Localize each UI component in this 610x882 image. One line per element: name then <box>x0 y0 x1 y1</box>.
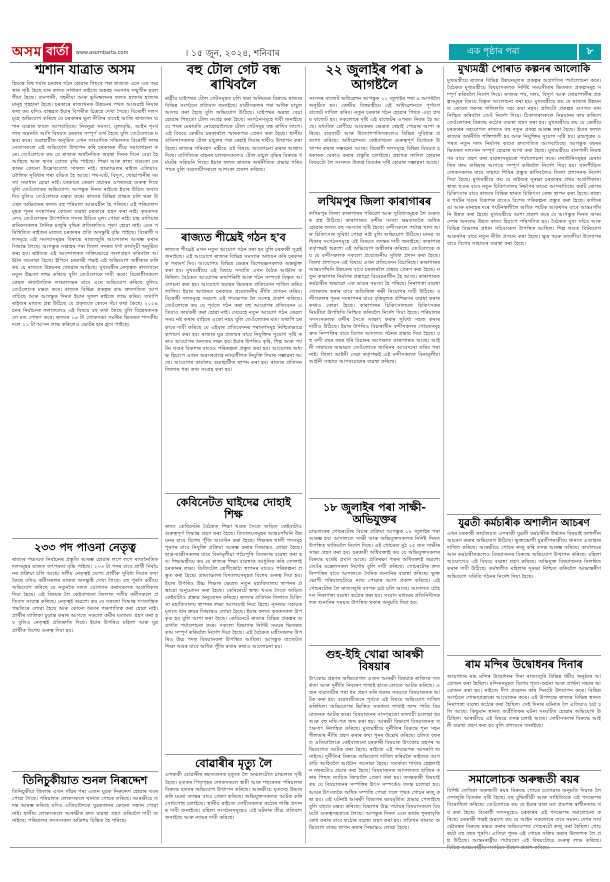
article-body: অযোধ্যাৰ ৰাম মন্দিৰ উদ্বোধনৰ দিনা ৰাজ্যজুৰি বিভিন্ন ধৰ্মীয় অনুষ্ঠান আয়োজন কৰা হৈছিল। মন্দিৰসমূহত বিশেষ পূজা-অৰ্চনা আৰু প্ৰাৰ্থনা সভাৰ আয়োজন কৰা হয়। ৰাইজে দীপ প্ৰজ্বলন কৰি দিনটো উদযাপন কৰে। বিভিন্ন সংগঠনে শোভাযাত্ৰাৰো আয়োজন কৰে। এই উপলক্ষে ৰাজ্যৰ বিভিন্ন স্থানত নিৰাপত্তা ব্যৱস্থা কঠোৰ কৰা হৈছিল। সেই দিনাৰ ঘটনাক লৈ এতিয়াও চৰ্চা চলি আছে। কিছুমান স্থানত অপ্ৰীতিকৰ ঘটনা সংঘটিত হোৱাৰ অভিযোগ উঠিছিল। আৰক্ষীয়ে এই বিষয়ে তদন্ত চলাই আছে। দোষীসকলৰ বিৰুদ্ধে আইনী ব্যৱস্থা গ্ৰহণ কৰা হব বুলি প্ৰশাসনে জনাইছে। <box>447 673 601 730</box>
page-tag: এক পৃষ্ঠাৰ পৰা <box>449 44 577 60</box>
article-headline: গুহ-ইহি খোৱা আৰক্ষী বিষয়াৰ <box>325 647 424 674</box>
article-divider <box>165 228 302 229</box>
article-headline: ৰাজ্যত শীঘ্ৰেই গঠন হ'ব <box>181 230 286 244</box>
article-divider <box>12 771 158 772</box>
article-headline: লখিমপুৰ জিলা কাৰাগাৰৰ <box>317 194 432 208</box>
article-headline: ৰাম মন্দিৰ উদ্বোধনৰ দিনাৰ <box>465 658 583 671</box>
column-2 <box>165 64 302 846</box>
footer-rule <box>10 847 602 860</box>
article-headline: শ্মশান যাত্ৰাত অসম <box>35 63 135 78</box>
article-body: চাঞ্চল্যকৰ গোচৰটোৰ বিচাৰ প্ৰক্ৰিয়া আগন্তুক ১৮ জুলাইৰ পৰা আৰম্ভ হব। আদালতে সাক্ষী আৰু অভিযুক্তসকলক নিৰ্দিষ্ট দিনত উপস্থিত থাকিবলৈ নিৰ্দেশ দিছে। এই গোচৰত মুঠ ২৫ জন সাক্ষীৰ সাক্ষ্য গ্ৰহণ কৰা হব। চৰকাৰী অধিবক্তাই কয় যে অভিযুক্তসকলৰ বিৰুদ্ধে যথেষ্ট প্ৰমাণ আছে। প্ৰতিৰক্ষা পক্ষৰ অধিবক্তাই অৱশ্যে তেওঁৰ মক্কেলসকল নিৰ্দোষ বুলি দাবী কৰিছে। গোচৰটোৰ দ্ৰুত নিষ্পত্তিৰ বাবে আদালতে দৈনিক শুনানিৰ ব্যৱস্থা কৰিছে। ভুক্তভোগী পৰিয়ালটোৱে ন্যায় পোৱাৰ আশা প্ৰকাশ কৰিছে। এই গোচৰটোক লৈ ৰাজ্যজুৰি ব্যাপক চৰ্চা চলি আছে। আদালত চৌহদত নিৰাপত্তা ব্যৱস্থা কঠোৰ কৰা হব। সংবাদ মাধ্যমৰ প্ৰতিনিধিসকলক শুনানিৰ সময়ত উপস্থিত থকাৰ অনুমতি দিয়া হব। <box>309 528 441 606</box>
article-headline: কেবিনেটত ঘাইদেৱ দোহাই শিক্ষ <box>176 495 291 522</box>
website-url: www.asombarta.com <box>75 50 129 56</box>
article-body: মুখ্যমন্ত্ৰীয়ে ৰাজ্যৰ বিভিন্ন উন্নয়নমূলক প্ৰকল্পৰ অগ্ৰগতিৰ পৰ্যালোচনা কৰে। বৈঠকত মুখ্যমন্ত্ৰীয়ে বিষয়াসকলক নিৰ্দিষ্ট সময়সীমাৰ ভিতৰত প্ৰকল্পসমূহ সম্পূৰ্ণ কৰিবলৈ নিৰ্দেশ দিয়ে। ৰাজ্যৰ পথ, দলং, বিদ্যুৎ আৰু খোৱাপানীৰ প্ৰকল্পসমূহৰ বিষয়ে বিস্তৃত আলোচনা কৰা হয়। মুখ্যমন্ত্ৰীয়ে কয় যে ৰাজ্যৰ উন্নয়নত কোনো ধৰণৰ গাফিলতি সহ্য কৰা নহব। প্ৰতিটো প্ৰকল্পৰ গুণগত মান নিশ্চিত কৰিবলৈ তেওঁ নিৰ্দেশ দিয়ে। ঠিকাদাৰসকলে নিম্নমানৰ কাম কৰিলে তেওঁলোকৰ বিৰুদ্ধে কঠোৰ ব্যৱস্থা গ্ৰহণ কৰা হব। মুখ্যমন্ত্ৰীয়ে কয় যে কেন্দ্ৰীয় চৰকাৰৰ সহযোগত ৰাজ্যত বহু নতুন প্ৰকল্প আৰম্ভ কৰা হৈছে। ইয়াৰ ফলত ৰাজ্যৰ অৰ্থনীতি শক্তিশালী হব আৰু নিযুক্তিৰ সুযোগ সৃষ্টি হব। ব্ৰহ্মপুত্ৰৰ ওপৰত নতুন দলং নিৰ্মাণৰ কামো দ্ৰুতগতিত আগবাঢ়িছে। আগন্তুক বছৰৰ ভিতৰত দলংখন সম্পূৰ্ণ হোৱাৰ আশা কৰা হৈছে। মুখ্যমন্ত্ৰীয়ে বানপানী নিয়ন্ত্ৰণৰ বাবে গ্ৰহণ কৰা ব্যৱস্থাসমূহৰো পৰ্যালোচনা কৰে। মথাউৰিসমূহৰ মেৰামতিৰ কাম বাৰিষাৰ আগতে সম্পূৰ্ণ কৰিবলৈ নিৰ্দেশ দিয়া হয়। বানপীড়িত লোকসকলৰ বাবে সাহায্য শিবিৰ প্ৰস্তুত ৰাখিবলৈও জিলা প্ৰশাসনক নিৰ্দেশ দিয়া হৈছে। মুখ্যমন্ত্ৰীয়ে কয় যে ৰাইজৰ সুৰক্ষা চৰকাৰৰ প্ৰথম অগ্ৰাধিকাৰ। স্বাস্থ্য খণ্ডৰ বাবে নতুন চিকিৎসালয় নিৰ্মাণৰ কামো আগবাঢ়িছে। কৰ্কট ৰোগৰ চিকিৎসাৰ বাবে ৰাজ্যৰ বিভিন্ন স্থানত চিকিৎসা কেন্দ্ৰ স্থাপন কৰা হৈছে। ৰাজ্যৰ পৰ্যটন খণ্ডৰ বিকাশৰ বাবেও বিশেষ পৰিকল্পনা প্ৰস্তুত কৰা হৈছে। কাজিৰঙা আৰু মানাহৰ দৰে পৰ্যটনস্থলীলৈ অধিক পৰ্যটক আকৰ্ষণৰ বাবে আন্তঃগাঁথনি উন্নত কৰা হৈছে। মুখ্যমন্ত্ৰীয়ে আশা প্ৰকাশ কৰে যে আগন্তুক দিনত অসম দেশৰ অন্যতম উন্নত ৰাজ্য হিচাপে পৰিগণিত হব। বৈঠকত মুখ্য সচিব আৰু বিভিন্ন বিভাগৰ প্ৰধান সচিবসকল উপস্থিত আছিল। শিল্প খণ্ডত বিনিয়োগ আকৰ্ষণৰ বাবে নতুন নীতি প্ৰণয়ন কৰা হৈছে। ক্ষুদ্ৰ আৰু মজলীয়া উদ্যোগৰ বাবে বিশেষ সাহায্যৰ ব্যৱস্থা কৰা হৈছে। <box>447 77 601 247</box>
article-headline: বহু টোল গেট বন্ধ ৰাখিবলৈ <box>186 63 281 93</box>
article-divider <box>447 514 601 515</box>
masthead <box>0 0 610 62</box>
article-divider <box>309 192 440 193</box>
article-divider <box>309 498 440 499</box>
column-divider <box>305 66 306 844</box>
article-divider <box>12 538 158 539</box>
article-headline: ২২ জুলাইৰ পৰা ৯ আগষ্টলৈ <box>325 63 424 93</box>
article-body: বিশিষ্ট লেখিকা অৰুন্ধতী ৰয়ৰ বিৰুদ্ধে গোচৰ চলোৱাৰ অনুমতি দিয়াক লৈ দেশজুৰি বিতৰ্কৰ সৃষ্টি হৈছে। বহু বুদ্ধিজীৱী আৰু সাহিত্যিকে এই পদক্ষেপৰ বিৰোধিতা কৰিছে। তেওঁলোকে কয় যে ইয়াৰ দ্বাৰা মত প্ৰকাশৰ স্বাধীনতাক খৰ্ব কৰা হৈছে। বিৰোধী দলসমূহেও চৰকাৰৰ এই পদক্ষেপৰ সমালোচনা কৰিছে। চৰকাৰী পক্ষই অৱশ্যে কয় যে আইন সকলোৰে বাবে সমান। দেশৰ সাৰ্বভৌমত্বৰ বিৰুদ্ধে মন্তব্য কৰাৰ অভিযোগত গোচৰটো ৰুজু কৰা হৈছিল। গোচৰটো বহু বছৰ পুৰণি। এতিয়া পুনৰ এই গোচৰ সক্ৰিয় কৰাৰ উদ্দেশ্যক লৈ প্ৰশ্ন উঠিছে। আন্তঃৰাষ্ট্ৰীয় পৰ্যায়তো এই বিষয়টোৱে গুৰুত্ব লাভ কৰিছে। বিভিন্ন আন্তঃৰাষ্ট্ৰীয় সংগঠনে উদ্বেগ প্ৰকাশ কৰিছে। <box>447 788 601 852</box>
article-divider <box>165 754 302 755</box>
newspaper-logo <box>12 44 128 62</box>
article-headline: মুখ্যমন্ত্ৰী পোৰাত কল্পনৰ আলোকি <box>457 64 591 75</box>
article-divider <box>447 770 601 771</box>
column-divider <box>161 66 162 844</box>
article-body: এখন চৰকাৰী কাৰ্যালয়ত এগৰাকী যুৱতী কৰ্মচাৰীক উৰ্দ্ধতন বিষয়াই অশালীন আচৰণ কৰাৰ অভিযোগ উঠিছে। ভুক্তভোগী যুৱতীগৰাকীয়ে থানাত এজাহাৰ দাখিল কৰিছে। আৰক্ষীয়ে গোচৰ ৰুজু কৰি তদন্ত আৰম্ভ কৰিছে। কাৰ্যালয়ৰ আন কৰ্মচাৰীসকলেও বিষয়াজনৰ বিৰুদ্ধে অভিযোগ উত্থাপন কৰিছে। মহিলা আয়োগেও এই বিষয়ে ব্যৱস্থা গ্ৰহণ কৰিছে। অভিযুক্ত বিষয়াজনক নিলম্বিত কৰাৰ দাবী উঠিছে। কৰ্মস্থলীত মহিলাৰ সুৰক্ষা নিশ্চিত কৰিবলৈ আভ্যন্তৰীণ অভিযোগ সমিতি গঠনৰ নিৰ্দেশ দিয়া হৈছে। <box>447 531 601 580</box>
column-4 <box>447 64 601 852</box>
article-body: উৎকোচ গ্ৰহণৰ অভিযোগত এজন আৰক্ষী বিষয়াক ৰাজ্যিক সতৰ্কতা আৰু দুৰ্নীতি নিবাৰণ শাখাই হাতে-লোতে আটক কৰিছে। এজন ব্যৱসায়ীৰ পৰা ধন গ্ৰহণ কৰি থকাৰ সময়তে বিষয়াজনক আটক কৰা হয়। ব্যৱসায়ীজনে পূৰ্বতে এই বিষয়ে অভিযোগ দাখিল কৰিছিল। অভিযোগৰ ভিত্তিত সতৰ্কতা শাখাই ফান্দ পাতি বিষয়াজনক আটক কৰে। বিষয়াজনৰ বাসগৃহতো তালাচী চলোৱা হয় আৰু বহু নথি-পত্ৰ জব্দ কৰা হয়। আৰক্ষী বিভাগে বিষয়াজনক তৎক্ষণাৎ নিলম্বিত কৰিছে। মুখ্যমন্ত্ৰীয়ে দুৰ্নীতিৰ বিৰুদ্ধে শূন্য সহনশীলতাৰ নীতি গ্ৰহণ কৰাৰ কথা পুনৰ উল্লেখ কৰিছে। চলিত বছৰত এতিয়ালৈকে কেইবাজনো চৰকাৰী বিষয়াক উৎকোচ গ্ৰহণৰ অভিযোগত আটক কৰা হৈছে। ৰাইজে এই পদক্ষেপক আদৰণি জনাইছে। দুৰ্নীতিৰ বিৰুদ্ধে অভিযোগ দাখিল কৰিবলৈ ৰাইজক আগবাঢ়ি আহিবলৈ আহ্বান জনোৱা হৈছে। সতৰ্কতা শাখাৰ হেল্পলাইন নম্বৰটোও প্ৰচাৰ কৰা হৈছে। বিষয়াজনক আদালতত হাজিৰ কৰাৰ পিছত ন্যায়িক জিম্মালৈ প্ৰেৰণ কৰা হয়। তদন্তকাৰী বিষয়াই কয় যে বিষয়াজনৰ সম্পত্তিৰ উৎস সম্পৰ্কেও তদন্ত চলোৱা হব। আয়ৰ উৎসতকৈ অধিক সম্পত্তি পোৱা গলে পৃথক গোচৰ ৰুজু কৰা হব। এই ঘটনাই আৰক্ষী বিভাগৰ ভাবমূৰ্তিত প্ৰভাৱ পেলাইছে বুলি বহুতে মন্তব্য কৰিছে। বিভাগৰ উচ্চ পৰ্যায়ৰ বিষয়াসকলে বিষয়টো গুৰুত্বসহকাৰে লৈছে। আগন্তুক দিনত এনে কাৰ্যৰ পুনৰাবৃত্তি ৰোধ কৰাৰ বাবে কঠোৰ ব্যৱস্থা গ্ৰহণ কৰা হব। প্ৰতিখন থানাত অভিযোগ বাকচ স্থাপন কৰাৰ সিদ্ধান্তও লোৱা হৈছে। <box>309 676 440 832</box>
column-1 <box>12 64 158 846</box>
logo-accent: বাৰ্তা <box>43 43 72 63</box>
article-headline: যুৱতী কৰ্মচাৰীক অশালীন আচৰণ <box>458 517 590 529</box>
article-body: ৰাজ্য কেবিনেটৰ বৈঠকত শিক্ষা খণ্ডৰ সৈতে জড়িত কেইবাটাও গুৰুত্বপূৰ্ণ সিদ্ধান্ত গ্ৰহণ কৰা হৈছে। বিদ্যালয়সমূহৰ আন্তঃগাঁথনি উন্নয়নৰ বাবে বিশেষ পুঁজি আবণ্টন কৰা হৈছে। শিক্ষকৰ খালী পদসমূহ পূৰণৰ বাবে নিযুক্তি প্ৰক্ৰিয়া আৰম্ভ কৰাৰ সিদ্ধান্তও লোৱা হৈছে। ছাত্ৰ-ছাত্ৰীসকলৰ বাবে বিনামূলীয়া পাঠ্যপুথি বিতৰণৰ ব্যৱস্থা কৰা হব। শিক্ষামন্ত্ৰীয়ে কয় যে ৰাজ্যৰ শিক্ষা ব্যৱস্থাক আধুনিক কৰি তোলাই চৰকাৰৰ লক্ষ্য। ডিজিটেল শ্ৰেণীকোঠা স্থাপনৰ বাবেও পৰিকল্পনা প্ৰস্তুত কৰা হৈছে। গ্ৰাম্যাঞ্চলৰ বিদ্যালয়সমূহত বিশেষ গুৰুত্ব দিয়া হব। ইয়াৰ উপৰিও উচ্চ শিক্ষাৰ ক্ষেত্ৰত নতুন মহাবিদ্যালয় স্থাপনৰ প্ৰস্তাৱো অনুমোদন কৰা হৈছে। কেবিনেটে স্বাস্থ্য খণ্ডৰ সৈতে জড়িত কেইবাটাও প্ৰস্তাৱ অনুমোদন কৰিছে। ৰাজ্যৰ প্ৰতিখন জিলাত চিকিৎসা মহাবিদ্যালয় স্থাপনৰ লক্ষ্য আগবঢ়াই নিয়া হৈছে। ন্যূনতম সহায়ক মূল্যত ধান ক্ৰয়ৰ সিদ্ধান্তও লোৱা হৈছে। ইয়াৰ ফলত কৃষকসকল উপকৃত হব বুলি আশা কৰা হৈছে। কেবিনেটে ৰাজ্যৰ বিভিন্ন প্ৰকল্পৰ অগ্ৰগতি পৰ্যালোচনা কৰে। সকলো বিভাগক নিৰ্দিষ্ট সময়ৰ ভিতৰত কাম সম্পূৰ্ণ কৰিবলৈ নিৰ্দেশ দিয়া হৈছে। এই বৈঠকত মন্ত্ৰীসকলৰ উপৰিও উচ্চ পদস্থ বিষয়াসকল উপস্থিত আছিল। আগন্তুক বাজেটত শিক্ষা খণ্ডৰ বাবে অধিক পুঁজি ৰখাৰ কথাও আলোচনা হয়। <box>165 523 302 651</box>
article-body: হিমন্তে বিশ্ব শৰ্মাৰ চৰকাৰ গঠন হোৱাৰ পিছৰে পৰা ৰাজ্যত এনে এক অৱস্থাৰ সৃষ্টি হৈছে যাৰ ফলত সাধাৰণ ৰাইজে অহৰহ সমস্যাৰ সন্মুখীন হবলগীয়া হৈছে। বানপানী, খহনীয়া আৰু ভূমিস্খলনৰ ফলত হাজাৰ হাজাৰ মানুহ গৃহহাৰা হৈছে। চৰকাৰে ৰাজ্যখনক উন্নয়নৰ পথত আগুৱাই নিয়াৰ কথা কয় যদিও বাস্তৱত ইয়াৰ বিপৰীত চিত্ৰহে দেখা গৈছে। বিৰোধী দলসমূহে অভিযোগ কৰিছে যে চৰকাৰৰ ভুল নীতিৰ বাবেই আজি ৰাজ্যখন শ্মশান যাত্ৰাৰ ফালে আগবাঢ়িছে। নিবনুৱা সমস্যা, মূল্যবৃদ্ধি, আইন শৃংখলাৰ অৱনতি আদি বিষয়ত চৰকাৰ সম্পূৰ্ণ ব্যৰ্থ হৈছে বুলি তেওঁলোকে মন্তব্য কৰে। গুৱাহাটীত অনুষ্ঠিত এখন সাংবাদিক সন্মিলনত বিৰোধী দলৰ নেতাসকলে এই অভিযোগ উত্থাপন কৰি চৰকাৰক তীব্ৰ সমালোচনা কৰে। তেওঁলোকে কয় যে ৰাজ্যৰ অৰ্থনৈতিক অৱস্থা দিনক দিনে বেয়া হৈ আহিছে আৰু ঋণৰ বোজা বৃদ্ধি পাইছে। শিক্ষা আৰু স্বাস্থ্য খণ্ডতো চৰকাৰৰ কোনো উল্লেখযোগ্য সাফল্য নাই। গ্ৰাম্যাঞ্চলৰ ৰাইজ এতিয়াও মৌলিক সুবিধাৰ পৰা বঞ্চিত হৈ আছে। পথ-ঘাট, বিদ্যুৎ, খোৱাপানীৰ সমস্যা সমাধান হোৱা নাই। চৰকাৰে কেৱল প্ৰচাৰৰ ওপৰতহে গুৰুত্ব দিছে বুলি তেওঁলোকৰ অভিযোগ। আগন্তুক দিনত ৰাইজে ইয়াৰ উচিত জবাব দিব বুলিও তেওঁলোকে মন্তব্য কৰে। ৰাজ্যৰ বিভিন্ন প্ৰান্তত চলি থকা উচ্ছেদ অভিযানৰ ফলত বহু পৰিয়াল আশ্ৰয়হীন হৈ পৰিছে। এই পৰিয়ালসমূহক পুনৰ সংস্থাপনৰ কোনো ব্যৱস্থা চৰকাৰে গ্ৰহণ কৰা নাই। কৃষকসকলেও তেওঁলোকৰ উৎপাদিত শস্যৰ উচিত মূল্য পোৱা নাই। চাহ বাগিচাৰ শ্ৰমিকসকলৰ দৈনিক মজুৰি বৃদ্ধিৰ প্ৰতিশ্ৰুতিও পূৰণ হোৱা নাই। এনে পৰিস্থিতিত ৰাইজৰ মাজত চৰকাৰৰ প্ৰতি অসন্তুষ্টি বৃদ্ধি পাইছে। বিৰোধী দলসমূহে এই সমস্যাসমূহৰ বিৰুদ্ধে ৰাজ্যজুৰি আন্দোলন আৰম্ভ কৰাৰ সিদ্ধান্ত লৈছে। আগন্তুক সপ্তাহৰ পৰা জিলা সদৰত ধৰ্ণা কাৰ্যসূচী অনুষ্ঠিত কৰা হব। ৰাইজক এই আন্দোলনত সক্ৰিয়ভাৱে অংশগ্ৰহণ কৰিবলৈ আহ্বান জনোৱা হৈছে। ইপিনে চৰকাৰী পক্ষই এই অভিযোগ অস্বীকাৰ কৰি কয় যে ৰাজ্যত উন্নয়নৰ জোৱাৰ আহিছে। মুখ্যমন্ত্ৰীৰ নেতৃত্বত ৰাজ্যখনে নতুন উচ্চতা লাভ কৰিছে বুলি তেওঁলোকে দাবী কৰে। বিৰোধীসকলে কেৱল ৰাজনৈতিক লাভালাভৰ বাবে এনে অভিযোগ কৰিছে বুলিও তেওঁলোকে মন্তব্য কৰে। ৰাজ্যৰ বিভিন্ন প্ৰকল্পৰ কাম দ্ৰুতগতিত আগবাঢ়িছে আৰু আগন্তুক দিনত ইয়াৰ সুফল ৰাইজে লাভ কৰিব। তথাপি ৰাইজৰ মাজত প্ৰশ্ন উঠিছে যে প্ৰকৃততে কোনে সঁচা কথা কৈছে। ২০২৪ চনৰ নিৰ্বাচনৰ ফলাফলেও এই বিষয়ে বহু কথা কৈছে বুলি বিশ্লেষকসকলে মত পোষণ কৰে। ৰাজ্যৰ ১৪ টা লোকসভা সমষ্টিৰ ভিতৰত শাসকীয় দলে ১১ টা আসন লাভ কৰিলেও ভোটৰ হাৰ হ্ৰাস পাইছে। <box>12 80 158 329</box>
column-divider <box>443 66 444 844</box>
article-headline: ১৮ জুলাইৰ পৰা সাক্ষী-অভিযুক্তৰ <box>323 500 426 527</box>
logo-main: অসম <box>12 44 43 60</box>
column-3 <box>309 64 440 846</box>
article-body: সংসদৰ বাজেট অধিৱেশন আগন্তুক ২২ জুলাইৰ পৰা ৯ আগষ্টলৈ অনুষ্ঠিত হব। কেন্দ্ৰীয় বিত্তমন্ত্ৰীয়ে এই অধিৱেশনতে পূৰ্ণাংগ বাজেট দাখিল কৰিব। নতুন চৰকাৰ গঠন হোৱাৰ পিছত এয়া প্ৰথম বাজেট হব। সকলোৰে দৃষ্টি এই বাজেটৰ ওপৰত নিবদ্ধ হৈ আছে। মধ্যবিত্ত শ্ৰেণীয়ে আয়কৰৰ ক্ষেত্ৰত ৰেহাই পোৱাৰ আশা কৰিছে। ব্যৱসায়ী আৰু উদ্যোগপতিসকলেও বিভিন্ন সুবিধাৰ প্ৰত্যাশা কৰিছে। অধিৱেশনত কেইবাখনো গুৰুত্বপূৰ্ণ বিধেয়ক উত্থাপন কৰাৰ সম্ভাৱনা আছে। বিৰোধী দলসমূহে বিভিন্ন বিষয়ত চৰকাৰক ঘেৰাও কৰাৰ প্ৰস্তুতি চলাইছে। প্ৰশ্নপত্ৰ ফাদিল হোৱাৰ বিষয়টো লৈ সংসদত উত্তপ্ত বিতৰ্কৰ সৃষ্টি হোৱাৰ সম্ভাৱনা আছে। <box>309 95 440 166</box>
article-headline: তিনিচুকীয়াত শুনল নিৰূদ্দেশ <box>22 773 148 787</box>
article-headline: ২৩৩ পদ পাওনা নেতৃত্ব <box>34 540 136 554</box>
article-body: ৰাজ্যত শীঘ্ৰেই এখন নতুন আয়োগ গঠন কৰা হব বুলি চৰকাৰী সূত্ৰই জনাইছে। এই আয়োগে ৰাজ্যৰ বিভিন্ন সমস্যাৰ অধ্যয়ন কৰি চৰকাৰক পৰামৰ্শ দিব। আয়োগত বিভিন্ন ক্ষেত্ৰৰ বিশেষজ্ঞসকলক অন্তৰ্ভুক্ত কৰা হব। মুখ্যমন্ত্ৰীয়ে এই বিষয়ে সম্প্ৰতি এখন বৈঠক আহ্বান কৰিছিল। বৈঠকত আয়োগৰ কাৰ্যপৰিধি আৰু গঠন সম্পৰ্কে বিস্তৃত আলোচনা কৰা হয়। আয়োগে ছমাহৰ ভিতৰত প্ৰতিবেদন দাখিল কৰিব লাগিব। ইয়াৰ আধাৰত চৰকাৰে প্ৰয়োজনীয় নীতি প্ৰণয়ন কৰিব। বিৰোধী দলসমূহে অৱশ্যে এই পদক্ষেপক লৈ সন্দেহ প্ৰকাশ কৰিছে। তেওঁলোকে কয় যে পূৰ্বতে গঠন কৰা বহু আয়োগৰ প্ৰতিবেদন এতিয়াও কাৰ্যকৰী কৰা হোৱা নাই। সেয়েহে নতুন আয়োগ গঠন কেৱল সময় নষ্ট কৰাৰ বাহিৰে একো নহয় বুলি তেওঁলোকৰ মত। তথাপি চৰকাৰে দাবী কৰিছে যে এইবাৰ প্ৰতিবেদনৰ পৰামৰ্শসমূহ নিশ্চিতভাৱে ৰূপায়ণ কৰা হব। ৰাজ্যৰ যুৱ প্ৰজন্মৰ বাবে নিযুক্তিৰ সুযোগ সৃষ্টি কৰাও আয়োগৰ অন্যতম লক্ষ্য হব। ইয়াৰ উপৰিও কৃষি, শিল্প আৰু পৰ্যটন খণ্ডৰ বিকাশৰ বাবেও পৰিকল্পনা প্ৰস্তুত কৰা হব। আয়োগৰ অধ্যক্ষ হিচাপে এজন অৱসৰপ্ৰাপ্ত ন্যায়াধীশক নিযুক্তি দিয়াৰ সম্ভাৱনা আছে। আয়োগৰ কাৰ্যালয় গুৱাহাটীত স্থাপন কৰা হব। ৰাজ্যৰ প্ৰতিখন জিলাৰ পৰা তথ্য সংগ্ৰহ কৰা হব। <box>165 246 302 374</box>
article-body: লখিমপুৰ জিলা কাৰাগাৰৰ পৰিৱেশ আৰু সুবিধাসমূহক লৈ গুৰুতৰ প্ৰশ্ন উঠিছে। কাৰাগাৰত বন্দীৰ সংখ্যা ক্ষমতাতকৈ অধিক হোৱাৰ ফলত বহু সমস্যাৰ সৃষ্টি হৈছে। বন্দীসকলে পৰ্যাপ্ত খাদ্য আৰু চিকিৎসাৰ সুবিধা পোৱা নাই বুলি অভিযোগ উঠিছে। মানৱ অধিকাৰ সংগঠনসমূহে এই বিষয়ত তদন্তৰ দাবী জনাইছে। কাৰাগাৰ কৰ্তৃপক্ষই অৱশ্যে এই অভিযোগ অস্বীকাৰ কৰিছে। তেওঁলোকে কয় যে বন্দীসকলক সকলো প্ৰয়োজনীয় সুবিধা প্ৰদান কৰা হৈছে। জিলা প্ৰশাসনে এই বিষয়ে এখন প্ৰতিবেদন বিচাৰিছে। কাৰাগাৰৰ আন্তঃগাঁথনি উন্নয়নৰ বাবে চৰকাৰলৈ প্ৰস্তাৱ প্ৰেৰণ কৰা হৈছে। নতুন কাৰাগাৰ নিৰ্মাণৰ প্ৰস্তাৱো বিবেচনাধীন হৈ আছে। কাৰাগাৰত কৰ্মচাৰীৰ অভাৱো এক ডাঙৰ সমস্যা হৈ পৰিছে। নিৰাপত্তা ব্যৱস্থা জোৰদাৰ কৰাৰ বাবে অতিৰিক্ত ৰক্ষী নিয়োগৰ দাবী উঠিছে। বন্দীসকলৰ পুনৰ সংস্থাপনৰ বাবে বৃত্তিমূলক প্ৰশিক্ষণৰ ব্যৱস্থা কৰাৰ কথাও কোৱা হৈছে। কাৰাগাৰৰ চিকিৎসালয়ত চিকিৎসকৰ নিয়মীয়া উপস্থিতি নিশ্চিত কৰিবলৈ নিৰ্দেশ দিয়া হৈছে। পৰিয়ালৰ সদস্যসকলক বন্দীৰ সৈতে সাক্ষাৎ কৰাৰ সুবিধা সহজ কৰাৰ দাবীও উঠিছে। ইয়াৰ উপৰিও বিচাৰাধীন বন্দীসকলৰ গোচৰসমূহ দ্ৰুত নিষ্পত্তিৰ বাবে বিশেষ আদালত গঠনৰ প্ৰস্তাৱ দিয়া হৈছে। বহু বন্দী বছৰ বছৰ ধৰি বিচাৰৰ অপেক্ষাত কাৰাগাৰত আছে। আইনী সাহায্যৰ অভাৱত তেওঁলোকে জামিনৰ আবেদনো কৰিব পৰা নাই। জিলা আইনী সেৱা কৰ্তৃপক্ষই এই বন্দীসকলক বিনামূলীয়া আইনী সাহায্য আগবঢ়োৱাৰ ব্যৱস্থা কৰিছে। <box>309 210 440 366</box>
article-divider <box>165 493 302 494</box>
article-body: তিনিচুকীয়া জিলাৰ এখন গাঁৱৰ পৰা এজন যুৱক নিৰুদ্দেশ হোৱাৰ খবৰ পোৱা গৈছে। পৰিয়ালৰ লোকসকলে থানাত গোচৰ তৰিছে। আৰক্ষীয়ে তদন্ত আৰম্ভ কৰিছে যদিও এতিয়ালৈকে যুৱকজনৰ কোনো সন্ধান পোৱা নাই। স্থানীয় লোকসকলে আৰক্ষীক দ্ৰুত ব্যৱস্থা গ্ৰহণ কৰিবলৈ দাবী জনাইছে। পৰিয়ালৰ সদস্যসকল অতিশয় চিন্তিত হৈ পৰিছে। <box>12 789 158 824</box>
article-body: ৰাজ্যৰ পঞ্চায়ত নিৰ্বাচনৰ প্ৰস্তুতি আৰম্ভ হোৱাৰ লগে লগে ৰাজনৈতিক দলসমূহৰ মাজত তৎপৰতা বৃদ্ধি পাইছে। ২৩৩ টা পদৰ বাবে প্ৰাৰ্থী নিৰ্বাচনৰ প্ৰক্ৰিয়া চলি আছে। দলীয় নেতৃত্বই যোগ্য প্ৰাৰ্থীক সুবিধা দিয়াৰ কথা কৈছে যদিও কৰ্মীসকলৰ মাজত অসন্তুষ্টি দেখা গৈছে। বহু পুৰণি কৰ্মীয়ে অভিযোগ কৰিছে যে নতুনকৈ দলত যোগদান কৰাসকলক অগ্ৰাধিকাৰ দিয়া হৈছে। এই বিষয়ক লৈ কেইবাখনো জিলাত দলীয় কৰ্মীসকলে প্ৰতিবাদ সাব্যস্ত কৰিছে। নেতৃত্বই অৱশ্যে কয় যে সকলো সিদ্ধান্ত গণতান্ত্ৰিক পদ্ধতিৰে লোৱা হৈছে আৰু কোনো ধৰণৰ পক্ষপাতিত্ব কৰা হোৱা নাই। প্ৰাৰ্থীৰ তালিকা চূড়ান্ত কৰাৰ আগতে সকলো কৰ্মীৰ মতামত গ্ৰহণ কৰা হব বুলিও নেতৃত্বই প্ৰতিশ্ৰুতি দিছে। ইয়াৰ উপৰিও মহিলা আৰু যুৱ প্ৰাৰ্থীক বিশেষ গুৰুত্ব দিয়া হব। <box>12 556 158 634</box>
article-divider <box>309 645 440 646</box>
article-body: ৰাষ্ট্ৰীয় ঘাইপথৰ টোল গেটসমূহত চলি থকা অনিয়মৰ বিৰুদ্ধে ৰাজ্যৰ বিভিন্ন সংগঠনে প্ৰতিবাদ জনাইছে। যাত্ৰীসকলৰ পৰা অধিক মাচুল আদায় কৰা হৈছে বুলি অভিযোগ উঠিছে। ঘাইপথৰ অৱস্থা বেয়া হোৱাৰ পিছতো টোল সংগ্ৰহ কৰা হৈছে। সংগঠনসমূহে দাবী জনাইছে যে পথৰ মেৰামতি নোহোৱালৈকে টোল গেটসমূহ বন্ধ ৰাখিব লাগে। এই বিষয়ে কেন্দ্ৰীয় চৰকাৰলৈ স্মাৰকপত্ৰ প্ৰেৰণ কৰা হৈছে। স্থানীয় বাসিন্দাসকলক টোল মাচুলৰ পৰা ৰেহাই দিয়াৰ দাবীও উত্থাপন কৰা হৈছে। ৰাজ্যৰ পৰিবহণ মন্ত্ৰীয়ে এই বিষয়ে আলোচনা কৰাৰ আশ্বাস দিছে। বাণিজ্যিক বাহনৰ চালকসকলেও টোল মাচুল বৃদ্ধিৰ বিৰুদ্ধে ধৰ্মঘটৰ সকিয়নি দিছে। ইয়াৰ ফলত ৰাজ্যৰ অৰ্থনীতিত প্ৰভাৱ পৰিব পাৰে বুলি ব্যৱসায়ীসকলে আশংকা প্ৰকাশ কৰিছে। <box>165 95 302 173</box>
page-number: ৮ <box>577 44 601 60</box>
article-headline: সমালোচক অৰুন্ধতী ৰয়ৰ <box>468 772 580 786</box>
issue-date: । ১৫ জুন, ২০২৪, শনিবাৰ <box>185 49 280 59</box>
article-divider <box>447 655 601 656</box>
article-headline: বোৱাৰীৰ মৃত্যু লৈ <box>195 756 272 770</box>
article-body: এগৰাকী বোৱাৰীৰ ৰহস্যজনক মৃত্যুক লৈ অঞ্চলটোত চাঞ্চল্যৰ সৃষ্টি হৈছে। মৃতকৰ পিতৃগৃহৰ লোকসকলে স্বামী আৰু শহুৰেকৰ পৰিয়ালৰ বিৰুদ্ধে হত্যাৰ অভিযোগ উত্থাপন কৰিছে। আৰক্ষীয়ে মৃতদেহ উদ্ধাৰ কৰি ময়না তদন্তৰ বাবে প্ৰেৰণ কৰিছে। অভিযুক্তসকলক আটক কৰি সোধপোছ চলাইছে। স্থানীয় ৰাইজে দোষীসকলক কঠোৰ শাস্তি প্ৰদানৰ দাবী জনাইছে। মহিলা সংগঠনসমূহেও এই ঘটনাৰ তীব্ৰ প্ৰতিবাদ জনাইছে আৰু ন্যায়ৰ দাবী কৰিছে। <box>165 772 302 821</box>
